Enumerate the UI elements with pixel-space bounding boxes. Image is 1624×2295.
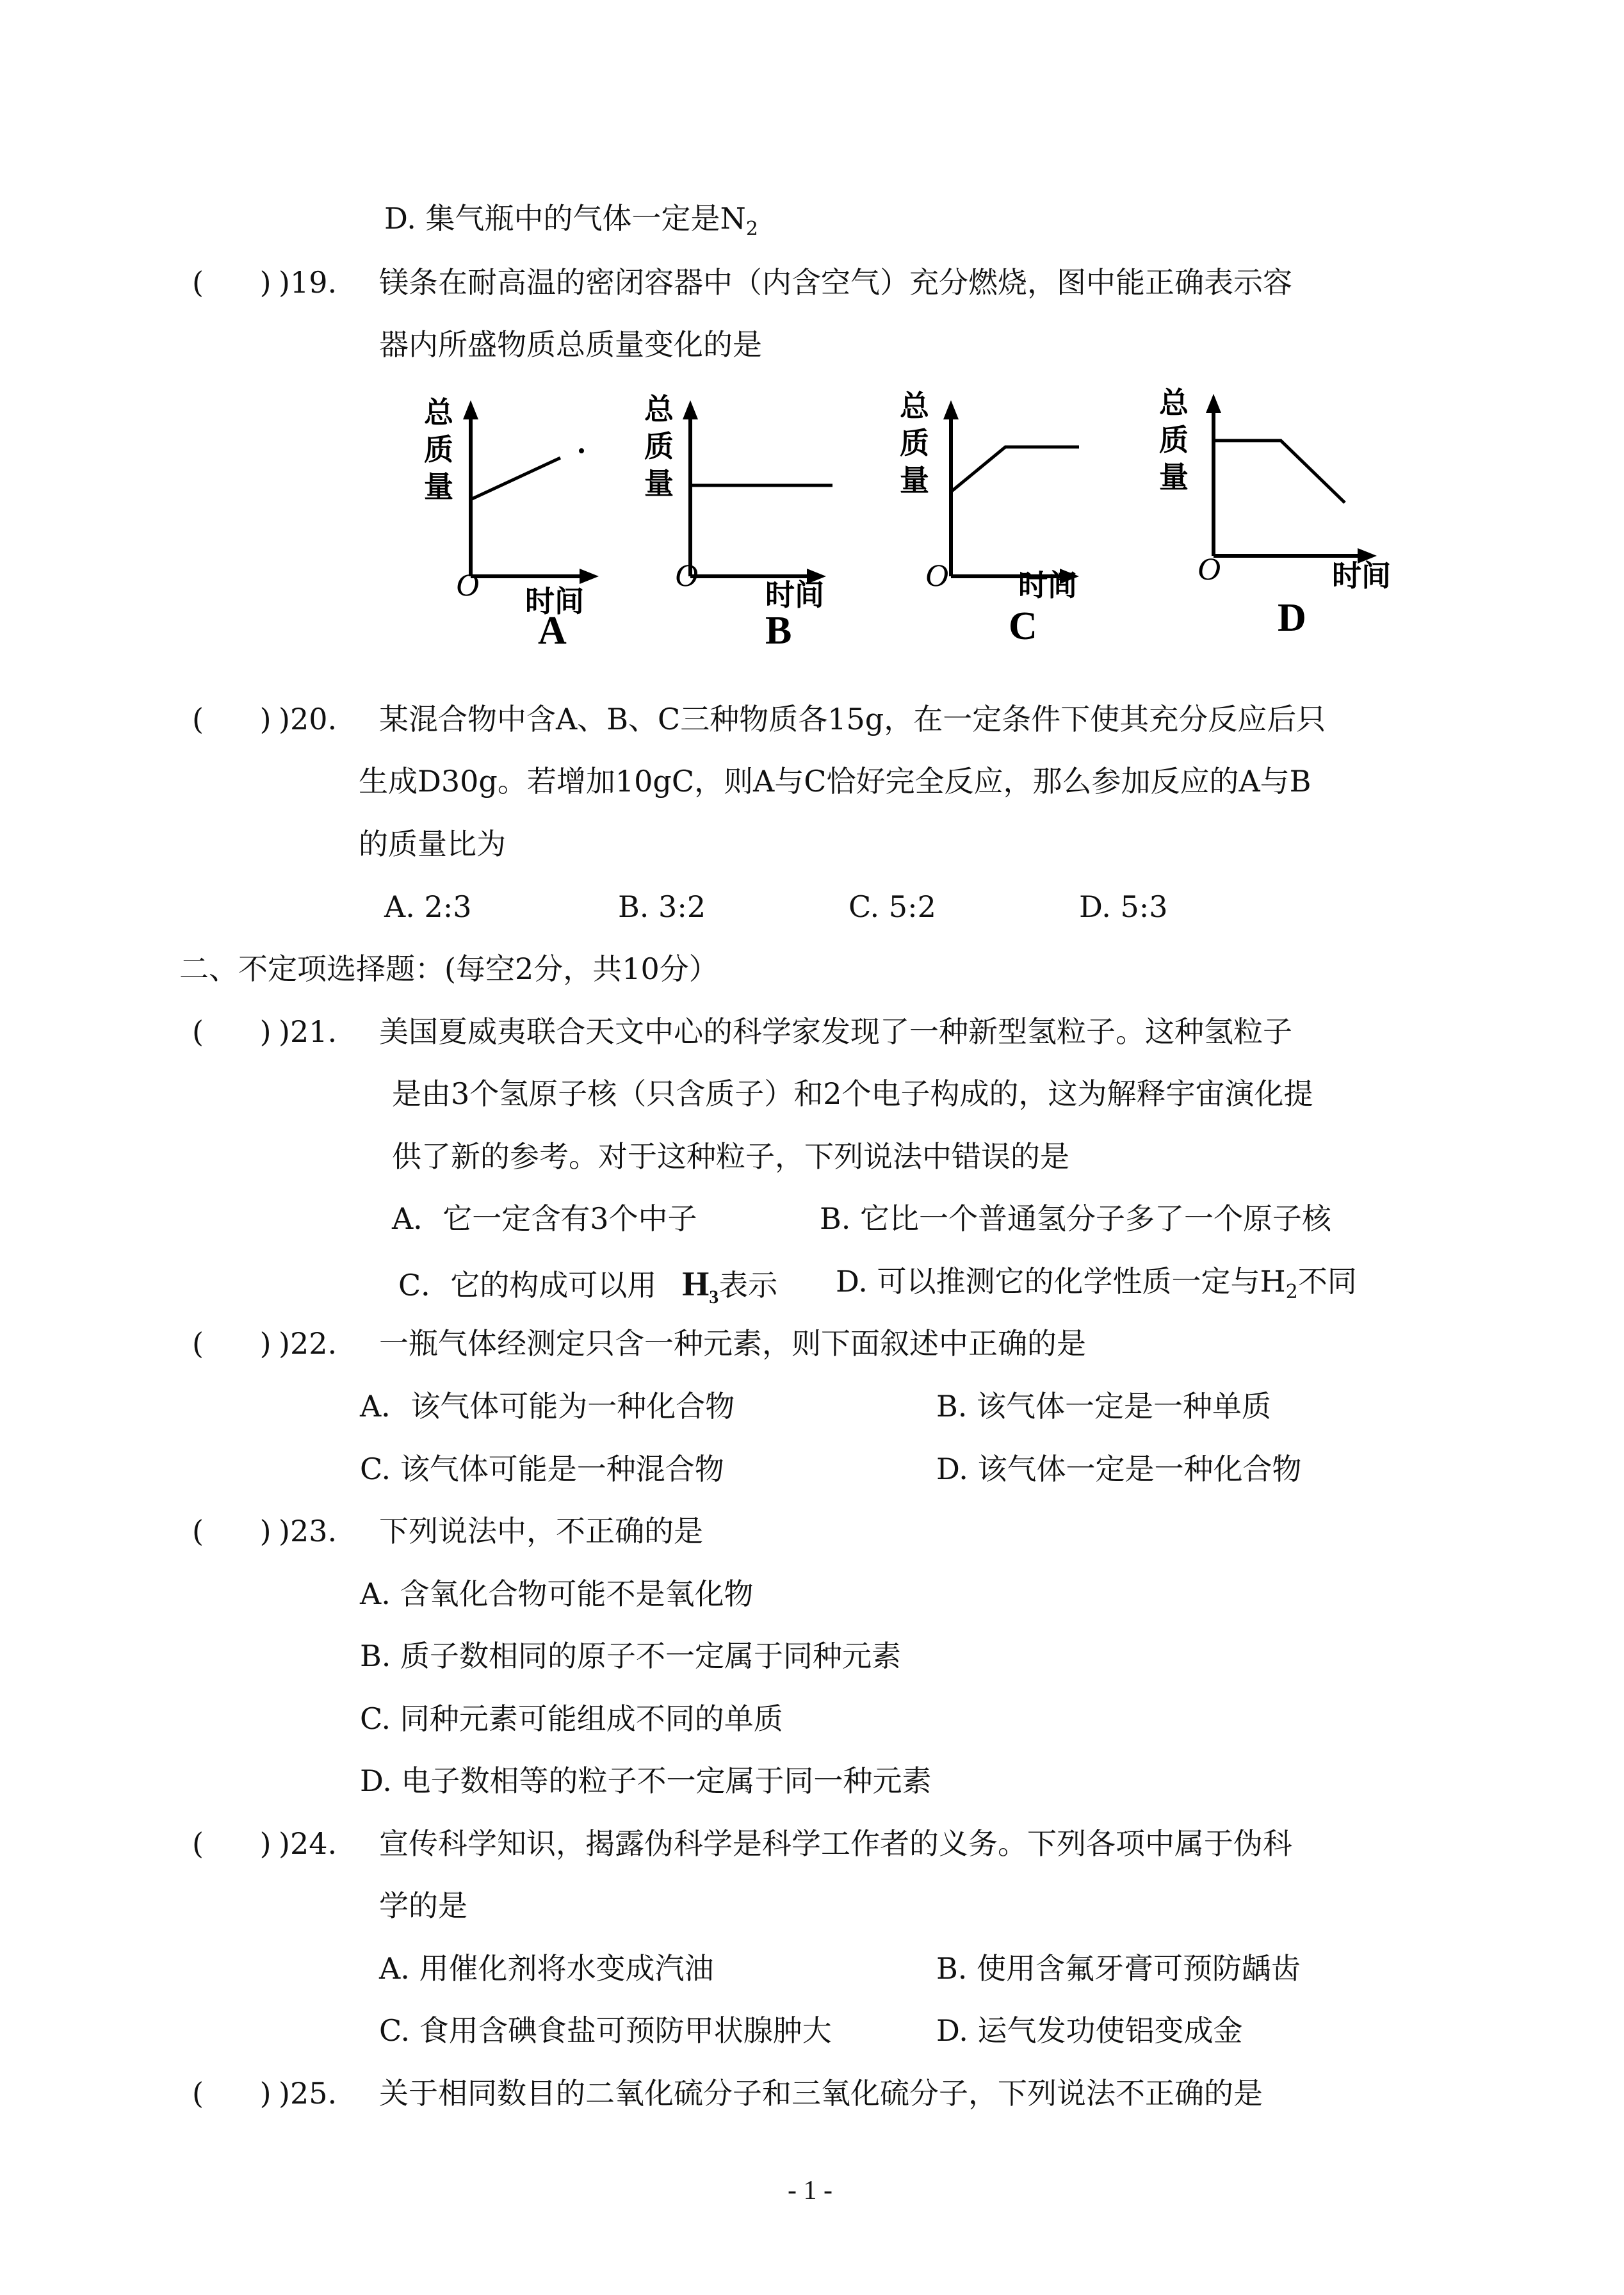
page-number: - 1 - [788,2176,832,2205]
graph-a-ylabel-3: 量 [424,469,453,504]
graph-a-x-arrow [580,569,599,584]
graph-d-ylabel-1: 总 [1159,385,1189,420]
q24-option-b: B. 使用含氟牙膏可预防龋齿 [936,1951,1301,1986]
q21-number: )21. [279,1014,337,1049]
q23-number: )23. [279,1514,337,1548]
q20-answer-blank[interactable]: ( ) [192,702,272,736]
graph-d-y-arrow [1206,394,1221,413]
q21-stem-line2: 是由3个氢原子核（只含质子）和2个电子构成的，这为解释宇宙演化提 [392,1076,1313,1111]
q21-option-c: C．它的构成可以用 $H_3$表示 [398,1265,778,1308]
q19-answer-blank[interactable]: ( ) [192,265,272,300]
q24-answer-blank[interactable]: ( ) [192,1826,272,1861]
graph-a-origin: O [456,567,480,603]
graph-d-xlabel: 时间 [1332,558,1391,593]
q24-stem-line2: 学的是 [379,1888,467,1923]
graph-b [634,384,839,664]
graph-b-ylabel-1: 总 [644,392,674,426]
q24-option-d: D. 运气发功使铝变成金 [936,2013,1243,2048]
graph-a-xlabel: 时间 [525,584,584,619]
graph-b-ylabel-2: 质 [644,429,674,464]
q22-number: )22. [279,1326,337,1361]
graph-d-letter: D [1278,596,1306,640]
q21-answer-blank[interactable]: ( ) [192,1014,272,1049]
graph-a-svg [416,384,608,660]
q19-stem-line1: 镁条在耐高温的密闭容器中（内含空气）充分燃烧，图中能正确表示容 [379,265,1292,300]
q21-stem-line1: 美国夏威夷联合天文中心的科学家发现了一种新型氢粒子。这种氢粒子 [379,1014,1292,1049]
q22-stem: 一瓶气体经测定只含一种元素，则下面叙述中正确的是 [379,1326,1086,1361]
graph-d-origin: O [1198,551,1221,587]
section-2-heading: 二、不定项选择题：(每空2分，共10分） [179,952,719,986]
graph-c [887,384,1098,664]
q22-option-a: A．该气体可能为一种化合物 [360,1389,735,1423]
q20-option-c: C. 5:2 [849,889,936,924]
q20-option-a: A. 2:3 [384,889,472,924]
graph-d-svg [1153,384,1409,660]
q20-option-b: B. 3:2 [618,889,706,924]
h3-formula: $H_3$ [682,1265,719,1308]
q20-stem-line2: 生成D30g。若增加10gC，则A与C恰好完全反应，那么参加反应的A与B [359,764,1311,799]
graph-c-ylabel-2: 质 [900,426,929,460]
graph-b-letter: B [765,609,792,653]
q24-stem-line1: 宣传科学知识，揭露伪科学是科学工作者的义务。下列各项中属于伪科 [379,1826,1292,1861]
q22-option-d: D. 该气体一定是一种化合物 [936,1452,1302,1486]
q21-option-a: A．它一定含有3个中子 [392,1201,697,1236]
q25-answer-blank[interactable]: ( ) [192,2076,272,2111]
graph-a-y-arrow [463,400,478,419]
q20-stem-line3: 的质量比为 [359,827,506,861]
q20-option-d: D. 5:3 [1079,889,1168,924]
graph-d-curve [1214,441,1345,503]
graph-a-ylabel-1: 总 [424,395,453,430]
q24-number: )24. [279,1826,337,1861]
graph-a-letter: A [538,609,567,653]
graph-b-svg [634,384,839,660]
q23-option-a: A. 含氧化合物可能不是氧化物 [360,1577,754,1611]
q23-option-b: B. 质子数相同的原子不一定属于同种元素 [360,1639,902,1673]
graph-b-y-arrow [683,400,698,419]
q19-stem-line2: 器内所盛物质总质量变化的是 [379,327,762,362]
graph-c-ylabel-1: 总 [900,389,929,423]
graph-d-ylabel-3: 量 [1159,460,1189,494]
q23-option-d: D. 电子数相等的粒子不一定属于同一种元素 [360,1764,932,1798]
q18-option-d: D. 集气瓶中的气体一定是$N_2$ [384,201,758,240]
graph-c-letter: C [1009,604,1037,648]
q23-stem: 下列说法中，不正确的是 [379,1514,703,1548]
graph-a-mark-dot [579,448,584,453]
graph-c-origin: O [925,557,949,593]
q21-option-d: D. 可以推测它的化学性质一定与$H_2$不同 [836,1264,1357,1303]
graph-d [1153,384,1409,664]
q20-stem-line1: 某混合物中含A、B、C三种物质各15g，在一定条件下使其充分反应后只 [379,702,1326,736]
q22-option-b: B. 该气体一定是一种单质 [936,1389,1272,1423]
graph-d-ylabel-2: 质 [1159,423,1189,457]
graph-a-ylabel-2: 质 [424,432,453,467]
graph-a-curve [471,458,560,499]
q19-number: )19. [279,265,337,300]
q22-option-c: C. 该气体可能是一种混合物 [360,1452,724,1486]
graph-c-y-arrow [943,400,959,419]
q25-number: )25. [279,2076,337,2111]
q23-option-c: C. 同种元素可能组成不同的单质 [360,1701,783,1736]
graph-c-curve [951,447,1079,492]
graph-b-origin: O [675,557,699,593]
q25-stem: 关于相同数目的二氧化硫分子和三氧化硫分子，下列说法不正确的是 [379,2076,1263,2111]
q24-option-c: C. 食用含碘食盐可预防甲状腺肿大 [379,2013,832,2048]
q22-answer-blank[interactable]: ( ) [192,1326,272,1361]
graph-c-xlabel: 时间 [1018,568,1077,603]
graph-c-ylabel-3: 量 [900,463,929,498]
q24-option-a: A. 用催化剂将水变成汽油 [379,1951,714,1986]
q21-stem-line3: 供了新的参考。对于这种粒子，下列说法中错误的是 [392,1139,1069,1174]
graph-b-ylabel-3: 量 [644,466,674,501]
q23-answer-blank[interactable]: ( ) [192,1514,272,1548]
graph-a [416,384,608,664]
graph-b-xlabel: 时间 [765,578,824,612]
q21-option-b: B. 它比一个普通氢分子多了一个原子核 [820,1201,1332,1236]
q20-number: )20. [279,702,337,736]
graph-c-svg [887,384,1098,660]
